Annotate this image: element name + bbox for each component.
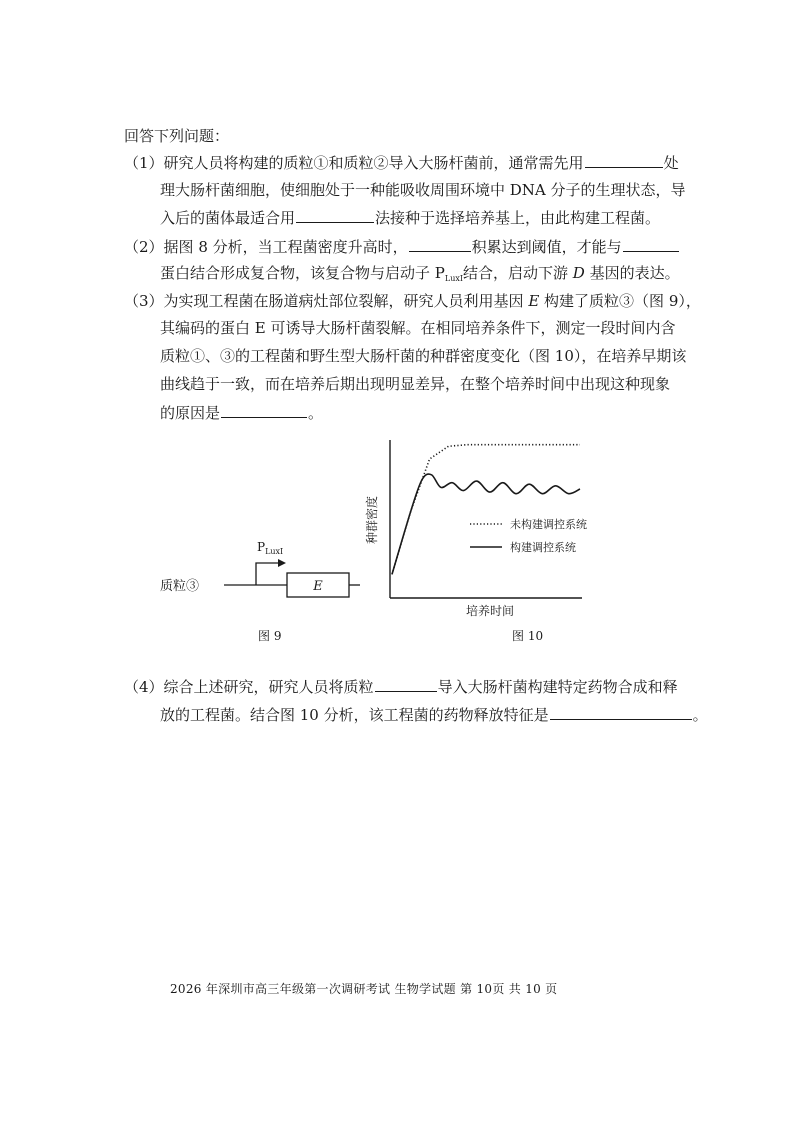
question-3-line-2: 其编码的蛋白 E 可诱导大肠杆菌裂解。在相同培养条件下，测定一段时间内含 xyxy=(160,319,676,337)
page-footer: 2026 年深圳市高三年级第一次调研考试 生物学试题 第 10页 共 10 页 xyxy=(170,982,558,996)
legend-label-no-regulation: 未构建调控系统 xyxy=(510,518,587,531)
question-3-line-3: 质粒①、③的工程菌和野生型大肠杆菌的种群密度变化（图 10），在培养早期该 xyxy=(160,347,687,365)
question-3-line-1: （3）为实现工程菌在肠道病灶部位裂解，研究人员利用基因 E 构建了质粒③（图 9）， xyxy=(124,292,701,310)
legend-label-regulation: 构建调控系统 xyxy=(510,541,576,554)
promoter-label: $P_{LuxI}$ xyxy=(257,540,284,556)
question-2-line-2: 蛋白结合形成复合物，该复合物与启动子 $P_{LuxI}$结合，启动下游 D 基因的表达。 xyxy=(160,264,680,283)
question-2-number: （2） xyxy=(124,238,164,256)
question-3-line-5: 的原因是 。 xyxy=(160,404,324,422)
promoter-arrowhead-icon xyxy=(278,559,286,567)
question-3-line-4: 曲线趋于一致，而在培养后期出现明显差异，在整个培养时间中出现这种现象 xyxy=(160,375,671,393)
question-3-number: （3） xyxy=(124,292,164,310)
question-1-line-3: 入后的菌体最适合用 法接种于选择培养基上，由此构建工程菌。 xyxy=(160,209,661,227)
question-4-number: （4） xyxy=(124,678,164,696)
answer-blank-2[interactable] xyxy=(296,207,374,223)
figure-9-plasmid-diagram xyxy=(160,530,370,610)
answer-blank-7[interactable] xyxy=(550,704,692,720)
promoter-arrow xyxy=(256,563,278,585)
y-axis-label: 种群密度 xyxy=(365,495,379,545)
x-axis-label: 培养时间 xyxy=(465,604,515,618)
figure-10-chart xyxy=(360,432,590,622)
series-no-regulation-line xyxy=(392,445,580,575)
intro-text: 回答下列问题： xyxy=(124,127,230,145)
question-1-line-2: 理大肠杆菌细胞，使细胞处于一种能吸收周围环境中 DNA 分子的生理状态，导 xyxy=(160,181,686,199)
question-1-line-1: （1）研究人员将构建的质粒①和质粒②导入大肠杆菌前，通常需先用 处 xyxy=(124,154,679,172)
gene-e-label: E xyxy=(313,579,323,594)
question-4-line-1: （4）综合上述研究，研究人员将质粒 导入大肠杆菌构建特定药物合成和释 xyxy=(124,678,678,696)
answer-blank-5[interactable] xyxy=(221,402,307,418)
question-1-number: （1） xyxy=(124,154,164,172)
figure-9-caption: 图 9 xyxy=(258,629,282,643)
answer-blank-3[interactable] xyxy=(409,236,471,252)
question-2-line-1: （2）据图 8 分析，当工程菌密度升高时， 积累达到阈值，才能与 xyxy=(124,236,680,257)
plasmid-3-label: 质粒③ xyxy=(160,579,200,594)
question-4-line-2: 放的工程菌。结合图 10 分析，该工程菌的药物释放特征是 。 xyxy=(160,706,708,724)
figure-10-caption: 图 10 xyxy=(512,629,544,643)
answer-blank-4[interactable] xyxy=(623,236,679,252)
answer-blank-6[interactable] xyxy=(375,676,437,692)
answer-blank-1[interactable] xyxy=(585,152,663,168)
